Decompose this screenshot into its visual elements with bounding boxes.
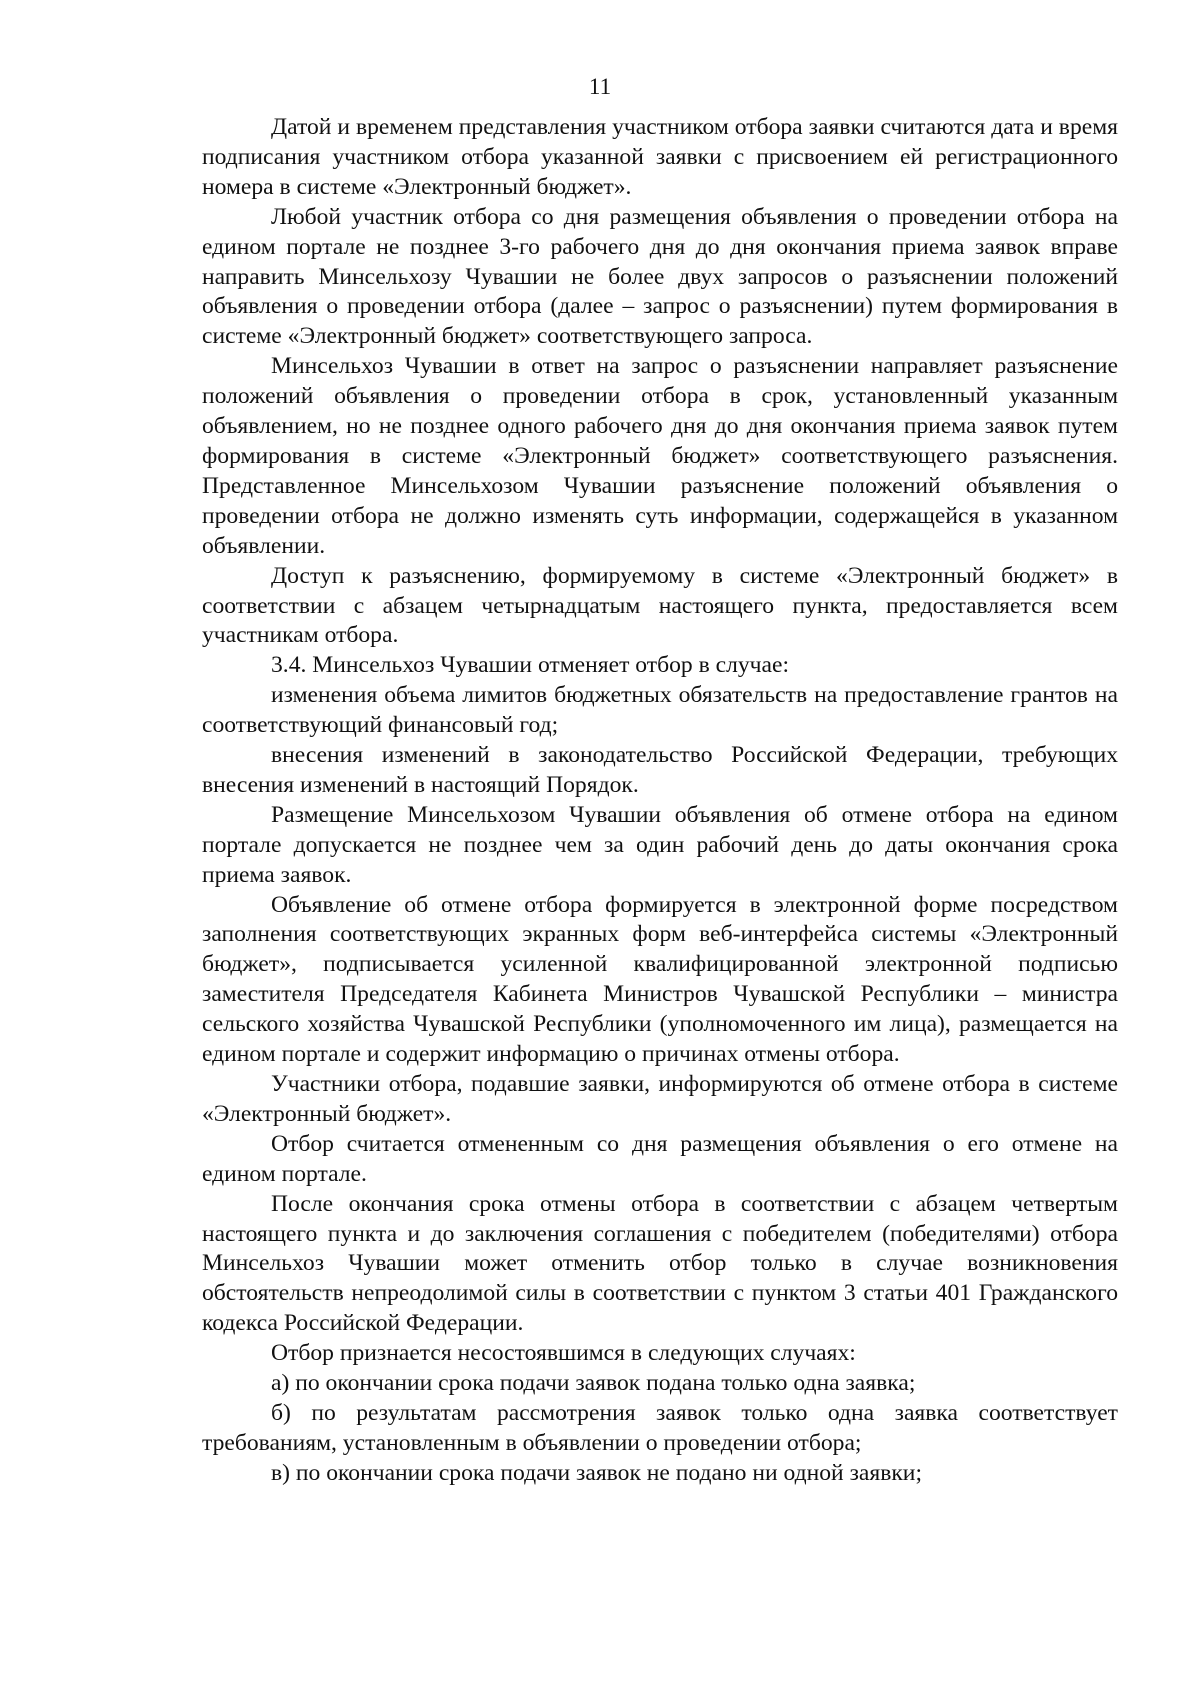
paragraph: изменения объема лимитов бюджетных обязательств на предоставление грантов на соответствующий финансовый год;: [202, 682, 1118, 739]
paragraph: Участники отбора, подавшие заявки, информируются об отмене отбора в системе «Электронный бюджет».: [202, 1071, 1118, 1127]
list-item: б) по результатам рассмотрения заявок только одна заявка соответствует требованиям, установленным в объявлении о проведении отбора;: [202, 1399, 1118, 1456]
paragraph: внесения изменений в законодательство Российской Федерации, требующих внесения изменений в настоящий Порядок.: [202, 742, 1118, 798]
list-item: а) по окончании срока подачи заявок подана только одна заявка;: [271, 1370, 916, 1397]
paragraph: Минсельхоз Чувашии в ответ на запрос о разъяснении направляет разъяснение положений объявления о проведении отбора в срок, установленный указанным объявлением, но не позднее одного рабочего дня до дня окончания приема заявок путем формирования в системе «Электронный бюджет» соответствующего разъяснения. Представленное Минсельхозом Чувашии разъяснение положений объявления о проведении отбора не должно изменять суть информации, содержащейся в указанном объявлении.: [202, 353, 1118, 559]
paragraph: Датой и временем представления участником отбора заявки считаются дата и время подписания участником отбора указанной заявки с присвоением ей регистрационного номера в системе «Электронный бюджет».: [202, 114, 1118, 200]
paragraph: Любой участник отбора со дня размещения объявления о проведении отбора на едином портале не позднее 3-го рабочего дня до дня окончания приема заявок вправе направить Минсельхозу Чувашии не более двух запросов о разъяснении положений объявления о проведении отбора (далее – запрос о разъяснении) путем формирования в системе «Электронный бюджет» соответствующего запроса.: [202, 203, 1118, 350]
paragraph: Доступ к разъяснению, формируемому в системе «Электронный бюджет» в соответствии с абзацем четырнадцатым настоящего пункта, предоставляется всем участникам отбора.: [202, 562, 1118, 649]
document-body: [202, 113, 1118, 1489]
paragraph: 3.4. Минсельхоз Чувашии отменяет отбор в случае:: [271, 652, 790, 679]
paragraph: Объявление об отмене отбора формируется в электронной форме посредством заполнения соответствующих экранных форм веб-интерфейса системы «Электронный бюджет», подписывается усиленной квалифицированной электронной подписью заместителя Председателя Кабинета Министров Чувашской Республики – министра сельского хозяйства Чувашской Республики (уполномоченного им лица), размещается на едином портале и содержит информацию о причинах отмены отбора.: [202, 891, 1118, 1068]
paragraph: Отбор признается несостоявшимся в следующих случаях:: [271, 1340, 856, 1367]
paragraph: Размещение Минсельхозом Чувашии объявления об отмене отбора на едином портале допускается не позднее чем за один рабочий день до даты окончания срока приема заявок.: [202, 801, 1118, 888]
paragraph: После окончания срока отмены отбора в соответствии с абзацем четвертым настоящего пункта и до заключения соглашения с победителем (победителями) отбора Минсельхоз Чувашии может отменить отбор только в случае возникновения обстоятельств непреодолимой силы в соответствии с пунктом 3 статьи 401 Гражданского кодекса Российской Федерации.: [202, 1190, 1118, 1337]
list-item: в) по окончании срока подачи заявок не подано ни одной заявки;: [271, 1459, 922, 1486]
paragraph: Отбор считается отмененным со дня размещения объявления о его отмене на едином портале.: [202, 1130, 1118, 1187]
page-number: 11: [588, 74, 612, 99]
